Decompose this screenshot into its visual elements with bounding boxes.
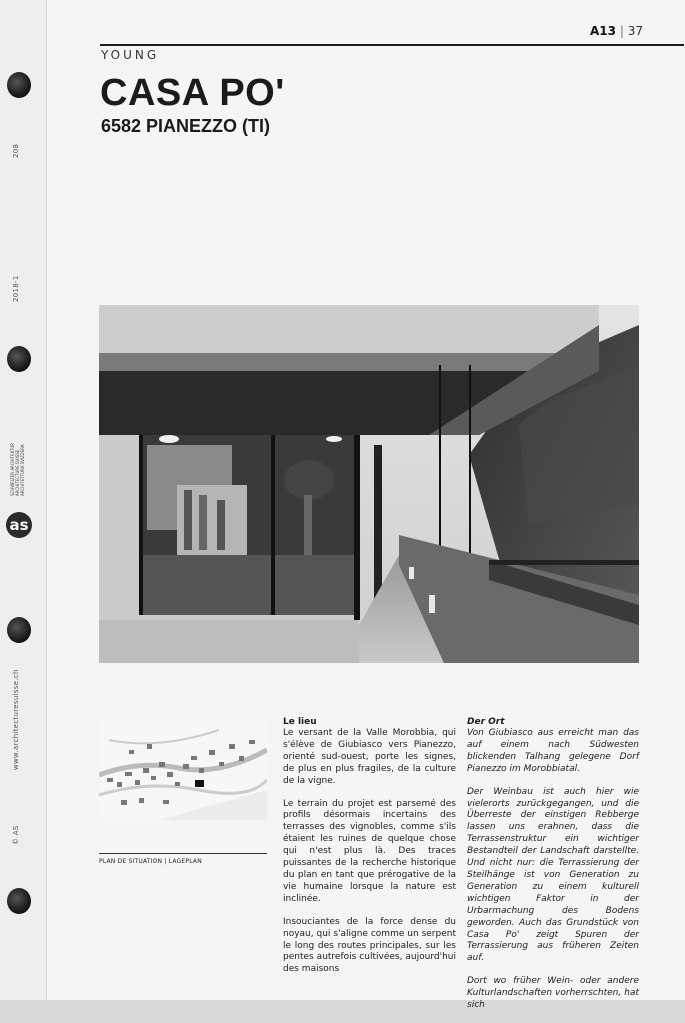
punch-hole	[7, 888, 31, 914]
french-text-column	[283, 716, 456, 987]
issue-year: 2018-1	[12, 275, 20, 302]
caption-rule	[99, 853, 267, 854]
german-paragraph: Dort wo früher Wein- oder andere Kulturlandschaften vorherrschten, hat sich	[467, 976, 639, 1011]
magazine-code: A13	[590, 24, 617, 38]
german-heading: Der Ort	[467, 717, 505, 727]
publisher-names: SCHWEIZER ARCHITEKTUR ARCHITECTURE SUISSE ARCHITETTURA SVIZZERA	[10, 442, 25, 496]
site-plan	[99, 720, 267, 820]
article-subtitle: 6582 PIANEZZO (TI)	[101, 116, 271, 136]
punch-hole	[7, 346, 31, 372]
as-logo: as	[6, 512, 32, 538]
article-title: CASA PO'	[100, 72, 285, 114]
site-plan-caption: PLAN DE SITUATION | LAGEPLAN	[99, 858, 202, 865]
french-paragraph: Le terrain du projet est parsemé des profils désormais incertains des terrasses des vignobles, comme s'ils étaient les ruines de quelque chose qui n'est plus là. Des traces puissantes de la recherche historique du plan en tant que prérogative de la vie humaine lorsque la nature est inclinée.	[283, 798, 456, 904]
page-number-value: 37	[627, 24, 643, 38]
page-number: A13 | 37	[590, 24, 643, 38]
website-link[interactable]: www.architecturesuisse.ch	[12, 669, 20, 770]
french-paragraph: Insouciantes de la force dense du noyau, qui s'aligne comme un serpent le long des routes principales, sur les pentes autrefois cultivées, aujourd'hui des maisons	[283, 916, 456, 975]
header-rule	[100, 44, 684, 46]
french-paragraph: Le versant de la Valle Morobbia, qui s'élève de Giubiasco vers Pianezzo, orienté sud-ouest, porte les signes, de plus en plus fragiles, de la culture de la vigne.	[283, 728, 456, 786]
german-paragraph: Der Weinbau ist auch hier wie vielerorts zurückgegangen, und die Überreste der einstigen Rebberge lassen uns erahnen, dass die Terrassenstruktur ein wichtiger Bestandteil der Landschaft darstellte. Und nicht nur: die Terrassierung der Steilhänge ist von Generation zu Generation zu einem kulturell wichtigen Faktor in der Urbarmachung des Bodens geworden. Auch das Grundstück von Casa Po' zeigt Spuren der Terrassierung aus früheren Zeiten auf.	[467, 786, 639, 964]
binder-strip	[0, 0, 47, 1000]
house-photo	[99, 305, 639, 663]
punch-hole	[7, 617, 31, 643]
section-label: YOUNG	[101, 48, 160, 62]
french-heading: Le lieu	[283, 717, 317, 727]
punch-hole	[7, 72, 31, 98]
german-text-column	[467, 716, 639, 1023]
copyright: © AS	[12, 825, 20, 845]
issue-number: 208	[12, 143, 20, 158]
german-paragraph: Von Giubiasco aus erreicht man das auf einem nach Südwesten blickenden Talhang gelegene Dorf Pianezzo im Morobbiatal.	[467, 728, 639, 774]
